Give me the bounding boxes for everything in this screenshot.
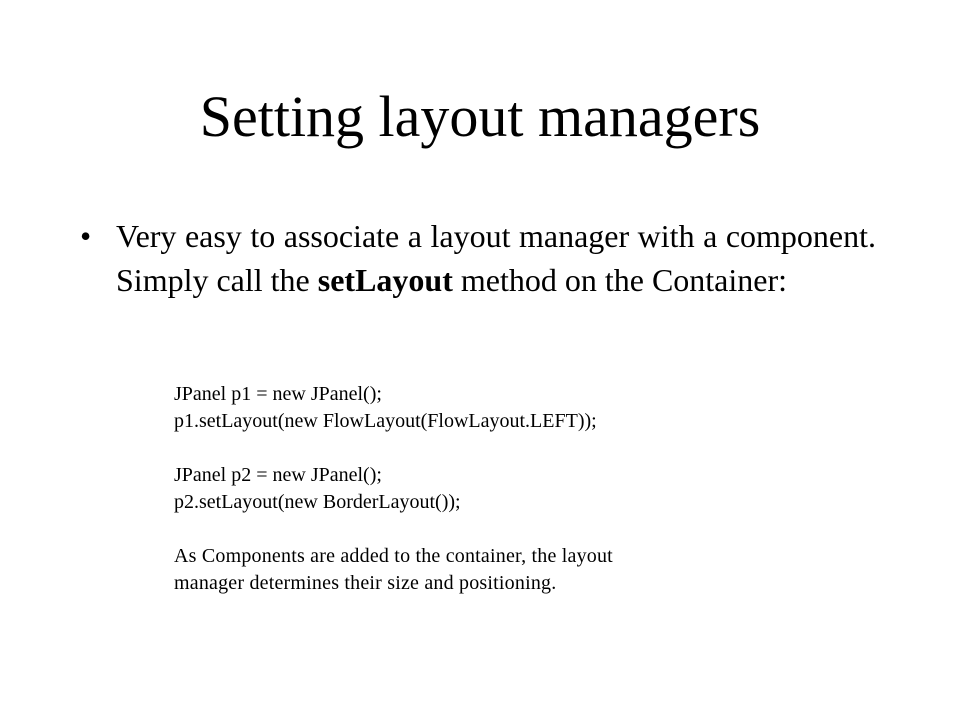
bullet-text-before: Very easy to associate a layout manager with a component. Simply call the [116,218,876,298]
code-spacer [174,435,874,462]
bullet-marker: • [80,218,92,254]
slide-title: Setting layout managers [199,84,761,149]
bullet-emphasis-setlayout: setLayout [317,262,453,298]
note-line-1: As Components are added to the container, the layout [174,545,613,567]
code-line-4: p2.setLayout(new BorderLayout()); [174,491,461,513]
code-example [174,381,874,597]
code-line-1: JPanel p1 = new JPanel(); [174,383,382,405]
code-line-3: JPanel p2 = new JPanel(); [174,464,382,486]
code-spacer [174,516,874,543]
note-line-2: manager determines their size and positioning. [174,572,557,594]
bullet-text [116,214,876,302]
bullet-text-after: method on the Container: [452,262,788,298]
code-line-2: p1.setLayout(new FlowLayout(FlowLayout.LEFT)); [174,410,597,432]
